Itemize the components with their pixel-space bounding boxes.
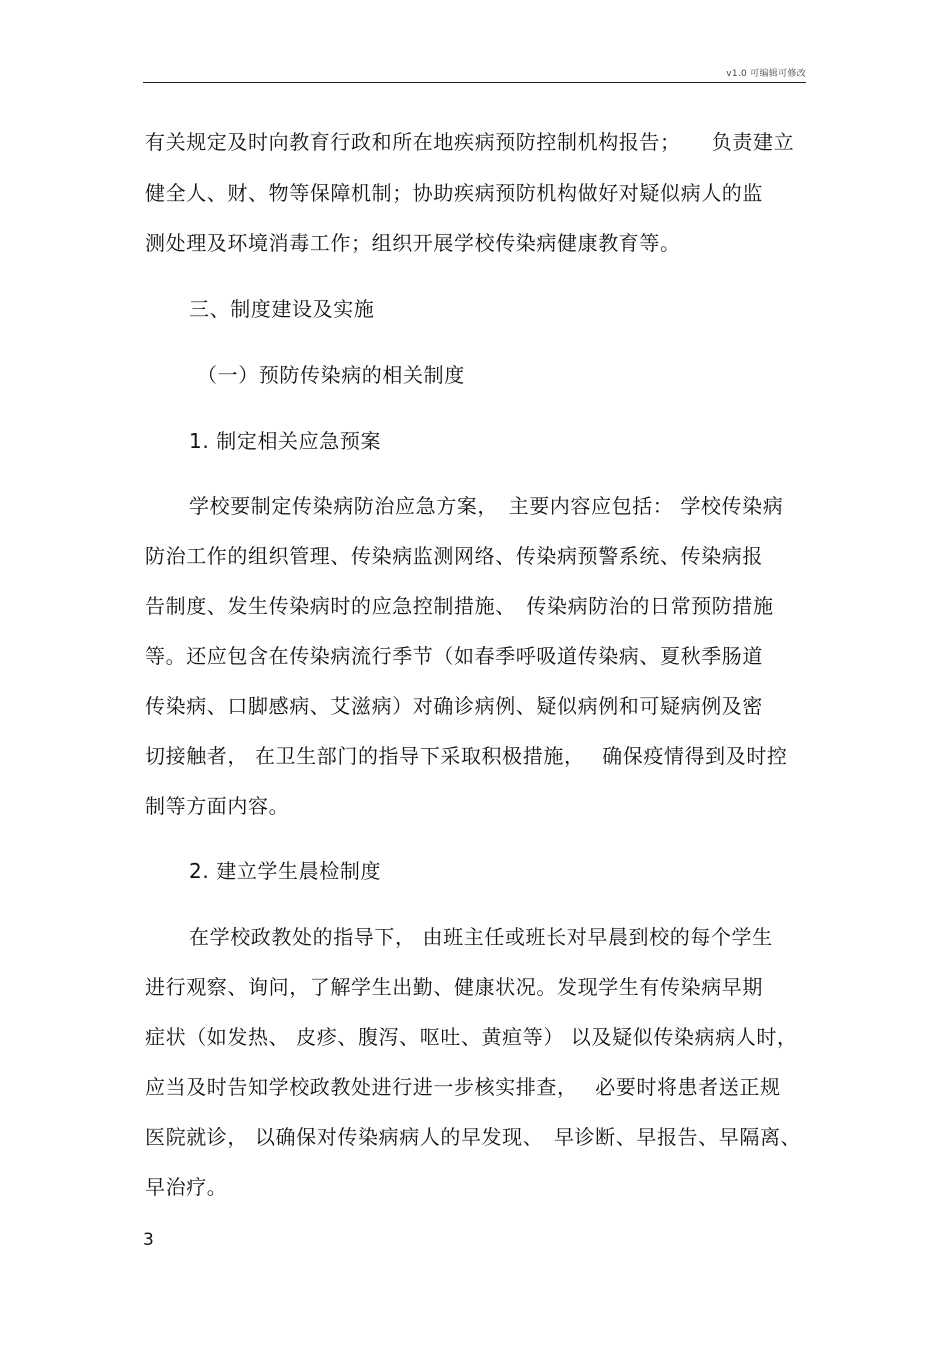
body-line: 制等方面内容。 xyxy=(145,794,290,818)
header-divider xyxy=(143,82,806,83)
body-line: 学校要制定传染病防治应急方案， 主要内容应包括： 学校传染病 xyxy=(189,494,784,518)
body-line: 有关规定及时向教育行政和所在地疾病预防控制机构报告； 负责建立 xyxy=(145,130,795,154)
body-line: 进行观察、询问，了解学生出勤、健康状况。发现学生有传染病早期 xyxy=(145,975,763,999)
body-line: 传染病、口脚感病、艾滋病）对确诊病例、疑似病例和可疑病例及密 xyxy=(145,694,763,718)
item-heading: 2. 建立学生晨检制度 xyxy=(189,859,382,883)
body-line: 医院就诊， 以确保对传染病病人的早发现、 早诊断、早报告、早隔离、 xyxy=(145,1125,802,1149)
body-line: 告制度、发生传染病时的应急控制措施、 传染病防治的日常预防措施 xyxy=(145,594,774,618)
body-line: 防治工作的组织管理、传染病监测网络、传染病预警系统、传染病报 xyxy=(145,544,763,568)
body-line: 应当及时告知学校政教处进行进一步核实排查， 必要时将患者送正规 xyxy=(145,1075,781,1099)
body-line: 测处理及环境消毒工作；组织开展学校传染病健康教育等。 xyxy=(145,231,681,255)
body-line: 健全人、财、物等保障机制；协助疾病预防机构做好对疑似病人的监 xyxy=(145,181,763,205)
subsection-heading: （一）预防传染病的相关制度 xyxy=(197,363,465,387)
body-line: 在学校政教处的指导下， 由班主任或班长对早晨到校的每个学生 xyxy=(189,925,773,949)
body-line: 早治疗。 xyxy=(145,1175,228,1199)
body-line: 切接触者， 在卫生部门的指导下采取积极措施， 确保疫情得到及时控 xyxy=(145,744,788,768)
page-number: 3 xyxy=(143,1230,154,1250)
section-heading: 三、制度建设及实施 xyxy=(189,297,375,321)
body-line: 等。还应包含在传染病流行季节（如春季呼吸道传染病、夏秋季肠道 xyxy=(145,644,763,668)
body-line: 症状（如发热、 皮疹、腹泻、呕吐、黄疸等） 以及疑似传染病病人时， xyxy=(145,1025,798,1049)
item-heading: 1. 制定相关应急预案 xyxy=(189,429,382,453)
header-version-label: v1.0 可编辑可修改 xyxy=(726,69,806,79)
